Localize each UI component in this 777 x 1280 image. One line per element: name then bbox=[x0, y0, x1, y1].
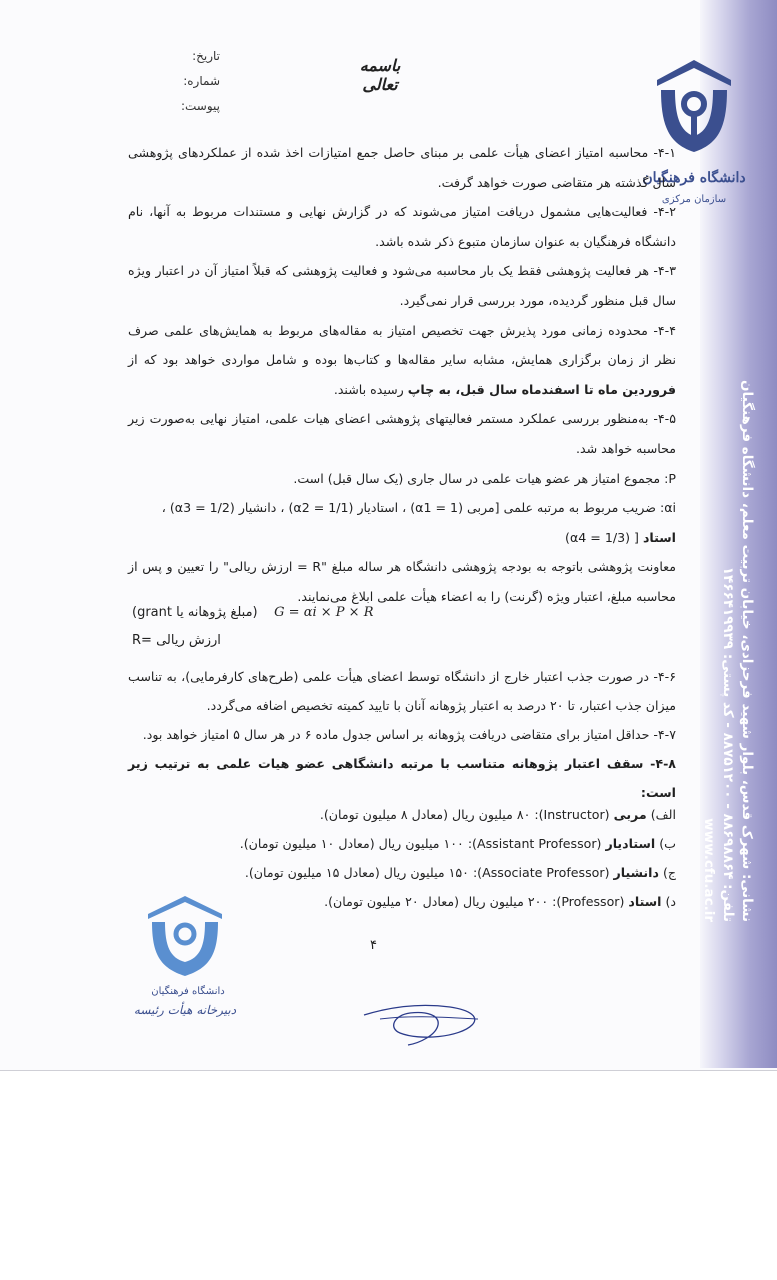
rank-title: استاد bbox=[628, 894, 662, 909]
signature bbox=[360, 985, 485, 1055]
clause-4-4-bold: فروردین ماه تا اسفندماه سال قبل، به چاپ bbox=[407, 381, 676, 397]
clause-4-2: ۴-۲- فعالیت‌هایی مشمول دریافت امتیاز می‌شوند که در گزارش نهایی و مستندات مربوط به آنها، نام دانشگاه فرهنگیان به عنوان سازمان متبوع ذکر شده باشد. bbox=[128, 204, 676, 249]
sidebar-address: نشانی: شهرک قدس، بلوار شهید فرحزادی، خیابان تربیت معلم، دانشگاه فرهنگیان bbox=[739, 380, 755, 922]
date-label: تاریخ: bbox=[192, 49, 220, 63]
rank-prefix: د) bbox=[665, 894, 676, 909]
rank-text: (Assistant Professor): ۱۰۰ میلیون ریال (معادل ۱۰ میلیون تومان). bbox=[239, 836, 606, 851]
rank-prefix: ب) bbox=[659, 836, 676, 851]
formula-expression: G = αi × P × R bbox=[274, 605, 374, 620]
grant-formula bbox=[132, 605, 373, 620]
rank-prefix: الف) bbox=[650, 807, 676, 822]
clause-4-4-text: ۴-۴- محدوده زمانی مورد پذیرش جهت تخصیص امتیاز به مقاله‌های مربوط به همایش‌های علمی صرف نظر از زمان برگزاری همایش، مشابه سایر مقاله‌ها و کتاب‌ها بوده و شامل مواردی خواهد بود که از bbox=[128, 322, 676, 368]
rank-list bbox=[200, 800, 676, 916]
stamp-line2: دبیرخانه هیأت رئیسه bbox=[133, 1003, 237, 1017]
sidebar-contact-block bbox=[696, 380, 756, 922]
rank-title: دانشیار bbox=[613, 865, 659, 880]
bismillah-heading: باسمه تعالی bbox=[359, 56, 401, 94]
clause-4-4 bbox=[128, 316, 676, 405]
stamp-line1: دانشگاه فرهنگیان bbox=[151, 986, 225, 997]
letter-body-lower bbox=[128, 662, 676, 807]
rank-item bbox=[200, 887, 676, 916]
rank-item bbox=[200, 800, 676, 829]
rank-text: (Instructor): ۸۰ میلیون ریال (معادل ۸ میلیون تومان). bbox=[319, 807, 614, 822]
rank-title: استادیار bbox=[605, 836, 656, 851]
p-definition: P: مجموع امتیاز هر عضو هیات علمی در سال جاری (یک سال قبل) است. bbox=[293, 470, 676, 486]
clause-4-8-text: ۴-۸- سقف اعتبار پژوهانه متناسب با مرتبه دانشگاهی عضو هیات علمی به ترتیب زیر است: bbox=[128, 756, 676, 800]
rank-title: مربی bbox=[613, 807, 647, 822]
alpha-professor-value: (α4 = 1/3) ] bbox=[565, 529, 639, 545]
rank-text: (Associate Professor): ۱۵۰ میلیون ریال (معادل ۱۵ میلیون تومان). bbox=[244, 865, 614, 880]
clause-4-7: ۴-۷- حداقل امتیاز برای متقاضی دریافت پژوهانه بر اساس جدول ماده ۶ در هر سال ۵ امتیاز خواهد بود. bbox=[142, 727, 676, 742]
page-number: ۴ bbox=[370, 938, 377, 953]
clause-4-5: ۴-۵- به‌منظور بررسی عملکرد مستمر فعالیتهای پژوهشی اعضای هیات علمی، امتیاز نهایی به‌صورت زیر محاسبه خواهد شد. bbox=[128, 411, 676, 456]
alpha-professor bbox=[128, 523, 676, 553]
alpha-definition: αi: ضریب مربوط به مرتبه علمی [مربی (α1 = 1) ، استادیار (α2 = 1/1) ، دانشیار (α3 = 1/2) ، bbox=[161, 500, 676, 516]
clause-4-8 bbox=[128, 749, 676, 807]
sidebar-contact: تلفن: ۸۸۶۹۸۸۶۴ - ۸۸۷۵۱۲۰۰ - کد پستی: ۱۴۶۶۴۱۹۹۳۹ bbox=[720, 566, 736, 922]
sidebar-website: www.cfu.ac.ir bbox=[701, 818, 717, 922]
alpha-professor-label: استاد bbox=[642, 529, 676, 545]
letter-meta bbox=[150, 44, 220, 119]
clause-4-1: ۴-۱- محاسبه امتیاز اعضای هیأت علمی بر مبنای حاصل جمع امتیازات اخذ شده از عملکردهای پژوهشی سال گذشته هر متقاضی صورت خواهد گرفت. bbox=[128, 145, 676, 190]
clause-4-4-end: رسیده باشند. bbox=[333, 381, 408, 397]
clause-4-3: ۴-۳- هر فعالیت پژوهشی فقط یک بار محاسبه می‌شود و فعالیت پژوهشی که قبلاً امتیاز آن در اعتبار ویژه سال قبل منظور گردیده، مورد بررسی قرار نمی‌گیرد. bbox=[128, 263, 676, 308]
letter-body bbox=[128, 138, 676, 612]
rank-item bbox=[200, 858, 676, 887]
formula-note: (مبلغ پژوهانه یا grant) bbox=[132, 605, 258, 620]
rank-text: (Professor): ۲۰۰ میلیون ریال (معادل ۲۰ میلیون تومان). bbox=[324, 894, 629, 909]
clause-4-6: ۴-۶- در صورت جذب اعتبار خارج از دانشگاه توسط اعضای هیأت علمی (طرح‌های کارفرمایی)، به تناسب میزان جذب اعتبار، تا ۲۰ درصد به اعتبار پژوهانه آنان با تایید کمیته تخصیص اضافه می‌گردد. bbox=[128, 669, 676, 713]
r-label: R= ارزش ریالی bbox=[132, 633, 221, 648]
attachment-label: پیوست: bbox=[180, 99, 220, 113]
logo-subtitle: سازمان مرکزی bbox=[661, 194, 727, 205]
number-label: شماره: bbox=[183, 74, 220, 88]
secretariat-stamp bbox=[130, 890, 240, 1030]
r-definition: معاونت پژوهشی باتوجه به بودجه پژوهشی دانشگاه هر ساله مبلغ "R = ارزش ریالی" را تعیین و پس از محاسبه مبلغ، اعتبار ویژه (گرنت) را به اعضاء هیأت علمی ابلاغ می‌نمایند. bbox=[128, 559, 676, 604]
logo-university-name: دانشگاه فرهنگیان bbox=[642, 170, 746, 186]
rank-item bbox=[200, 829, 676, 858]
rank-prefix: ج) bbox=[662, 865, 676, 880]
